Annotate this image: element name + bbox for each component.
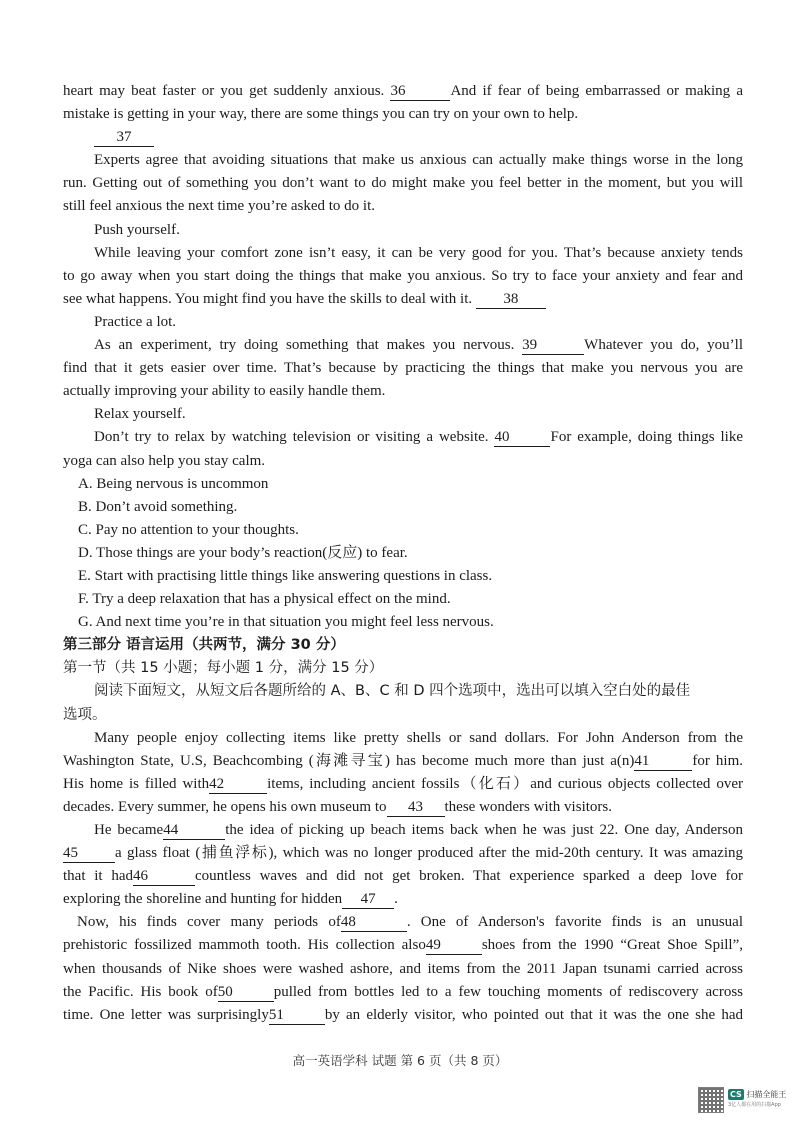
text-line: yoga can also help you stay calm. <box>63 452 266 469</box>
option-a: A. Being nervous is uncommon <box>78 475 269 492</box>
scanner-watermark <box>698 1086 790 1114</box>
text: As an experiment, try doing something that makes you nervous. <box>94 337 523 354</box>
text-line <box>63 750 743 773</box>
text: countless waves and did not get broken. That experience sparked a deep love for <box>195 868 743 885</box>
text-line <box>63 288 743 311</box>
scanner-tagline: 3亿人都在用的扫描App <box>728 1102 781 1108</box>
blank-44: 44 <box>163 821 225 840</box>
text: Now, his finds cover many periods of <box>77 914 341 931</box>
text-line <box>63 1004 743 1027</box>
text: And if fear of being embarrassed or making a <box>450 83 744 99</box>
text-line <box>63 126 743 149</box>
qr-code-icon <box>698 1087 724 1113</box>
text-line <box>63 334 743 357</box>
text: for him. <box>692 752 744 769</box>
text-line: Experts agree that avoiding situations that make us anxious can actually make things worse in the long <box>94 152 743 169</box>
text-line <box>63 80 743 103</box>
text: decades. Every summer, he opens his own museum to <box>63 798 387 815</box>
blank-40: 40 <box>494 428 550 447</box>
instruction: 选项。 <box>63 706 107 723</box>
text-line <box>63 426 743 449</box>
text: time. One letter was surprisingly <box>63 1006 269 1023</box>
instruction: 阅读下面短文，从短文后各题所给的 A、B、C 和 D 四个选项中，选出可以填入空白处的最佳 <box>94 683 691 700</box>
option-f: F. Try a deep relaxation that has a physical effect on the mind. <box>78 591 451 608</box>
text: prehistoric fossilized mammoth tooth. His collection also <box>63 937 426 954</box>
text-line <box>63 911 743 934</box>
text: the idea of picking up beach items back when he was just 22. One day, Anderson <box>225 822 743 838</box>
text-line <box>63 819 743 842</box>
blank-45: 45 <box>63 844 115 863</box>
text: shoes from the 1990 “Great Shoe Spill”, <box>481 937 743 954</box>
blank-42: 42 <box>209 775 267 794</box>
text: that it had <box>63 868 133 885</box>
text: the Pacific. His book of <box>63 983 218 1000</box>
text-line: run. Getting out of something you don’t want to do might make you feel better in the moment, but you will <box>63 175 743 192</box>
text-line: Practice a lot. <box>94 313 177 330</box>
text: . One of Anderson's favorite finds is an unusual <box>406 914 743 931</box>
text: exploring the shoreline and hunting for hidden <box>63 891 343 908</box>
blank-39: 39 <box>522 336 584 355</box>
text: heart may beat faster or you get suddenly anxious. <box>63 83 391 99</box>
text-line: to go away when you start doing the things that make you anxious. So try to face your anxiety and fear and <box>63 267 743 284</box>
text-line: While leaving your comfort zone isn’t easy, it can be very good for you. That’s because anxiety tends <box>94 244 743 261</box>
option-e: E. Start with practising little things like answering questions in class. <box>78 567 493 584</box>
exam-page <box>63 80 743 1027</box>
blank-48: 48 <box>341 913 407 932</box>
text-line: find that it gets easier over time. That’s because by practicing the things that make you nervous you are <box>63 360 743 377</box>
blank-41: 41 <box>634 752 692 771</box>
text: see what happens. You might find you have the skills to deal with it. <box>63 290 476 307</box>
text-line: Relax yourself. <box>94 406 186 423</box>
text: Don’t try to relax by watching television or visiting a website. <box>94 429 495 446</box>
option-b: B. Don’t avoid something. <box>78 498 238 515</box>
option-d: D. Those things are your body’s reaction(反应) to fear. <box>78 544 408 561</box>
text: He became <box>94 822 164 838</box>
text: His home is filled with <box>63 775 210 792</box>
text: items, including ancient fossils（化石）and curious objects collected over <box>267 775 743 792</box>
scanner-name: 扫描全能王 <box>746 1090 787 1099</box>
blank-37: 37 <box>94 128 154 147</box>
text: by an elderly visitor, who pointed out that it was the one she had <box>324 1006 743 1023</box>
text-line <box>63 773 743 796</box>
cs-logo-icon: CS <box>730 1090 742 1099</box>
text-line: Push yourself. <box>94 221 180 238</box>
part-title: 第三部分 语言运用（共两节，满分 30 分） <box>63 637 345 654</box>
text: For example, doing things like <box>550 429 743 446</box>
text: a glass float (捕鱼浮标), which was no longer produced after the mid-20th century. It was amazing <box>115 845 743 862</box>
blank-46: 46 <box>133 867 195 886</box>
text-line: actually improving your ability to easily handle them. <box>63 383 386 400</box>
blank-38: 38 <box>476 290 546 309</box>
blank-43: 43 <box>387 798 445 817</box>
text: Washington State, U.S, Beachcombing (海滩寻宝) has become much more than just a(n) <box>63 752 635 769</box>
text: pulled from bottles led to a few touching moments of rediscovery across <box>273 983 743 1000</box>
blank-51: 51 <box>269 1006 325 1025</box>
text-line <box>63 934 743 957</box>
text-line <box>63 888 743 911</box>
text-line <box>63 842 743 865</box>
text-line: Many people enjoy collecting items like pretty shells or sand dollars. For John Anderson from the <box>94 729 743 746</box>
page-footer: 高一英语学科 试题 第 6 页（共 8 页） <box>292 1053 508 1068</box>
text-line <box>63 796 743 819</box>
section-subtitle: 第一节（共 15 小题；每小题 1 分，满分 15 分） <box>63 660 384 677</box>
text: Whatever you do, you’ll <box>584 337 743 354</box>
option-g: G. And next time you’re in that situation you might feel less nervous. <box>78 614 494 631</box>
scanner-label <box>728 1090 786 1110</box>
text-line <box>63 981 743 1004</box>
option-c: C. Pay no attention to your thoughts. <box>78 521 299 538</box>
text-line: still feel anxious the next time you’re asked to do it. <box>63 198 376 215</box>
blank-47: 47 <box>342 890 394 909</box>
blank-50: 50 <box>218 983 274 1002</box>
text-line: when thousands of Nike shoes were washed ashore, and items from the 2011 Japan tsunami carried across <box>63 960 743 977</box>
text-line <box>63 865 743 888</box>
text: . <box>394 891 398 908</box>
blank-49: 49 <box>426 936 482 955</box>
text-line: mistake is getting in your way, there are some things you can try on your own to help. <box>63 106 579 123</box>
text: these wonders with visitors. <box>444 798 612 815</box>
blank-36: 36 <box>390 82 450 101</box>
